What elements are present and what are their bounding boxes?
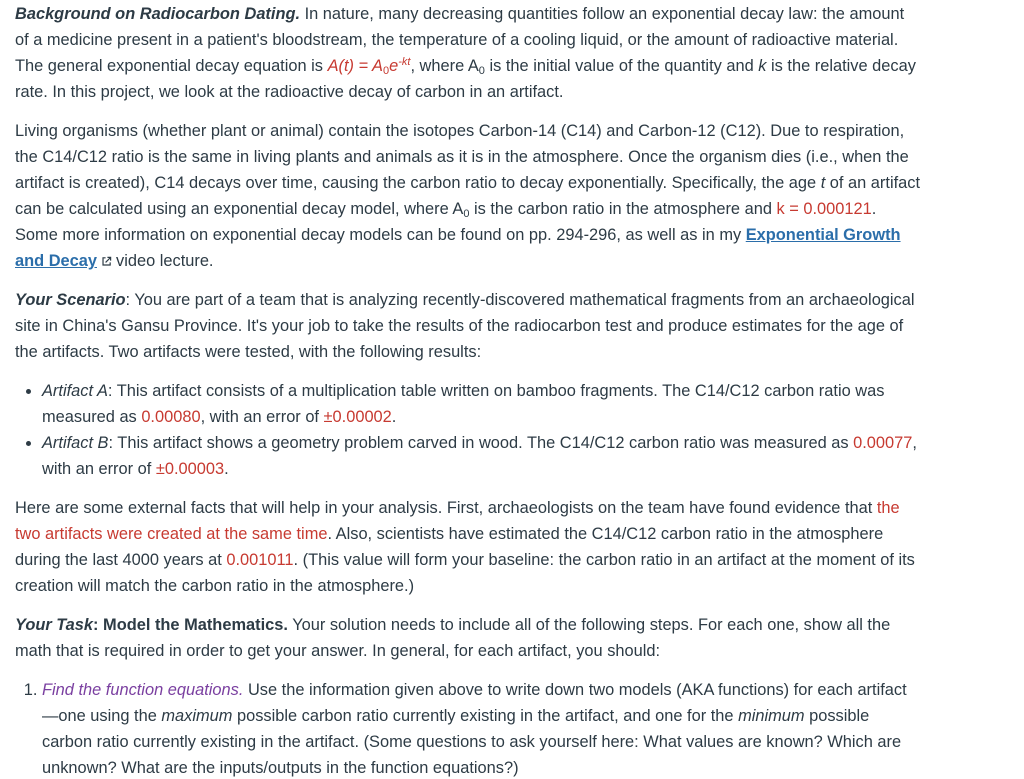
- external-link-icon[interactable]: [101, 256, 112, 267]
- artifact-item-b: • Artifact B: This artifact shows a geometry problem carved in wood. The C14/C12 carbon ratio was measured as 0.00077, with an error of ±0.00003.: [42, 430, 920, 482]
- artifact-b-error: ±0.00003: [155, 460, 225, 478]
- artifact-list: [15, 378, 920, 482]
- living-organisms-paragraph: Living organisms (whether plant or animal) contain the isotopes Carbon-14 (C14) and Carbon-12 (C12). Due to respiration, the C14/C12 ratio is the same in living plants and animals as it is in the atmosphere. Once the organism dies (i.e., when the artifact is created), C14 decays over time, causing the carbon ratio to decay exponentially. Specifically, the age t of an artifact can be calculated using an exponential decay model, where $A_0$ is the carbon ratio in the atmosphere and k = 0.000121. Some more information on exponential decay models can be found on pp. 294-296, as well as in my Exponential Growth and Decay video lecture.: [15, 122, 921, 270]
- assignment-content: [15, 1, 920, 779]
- atmosphere-ratio-value: 0.001011: [226, 551, 294, 569]
- exponential-growth-decay-link[interactable]: Exponential Growth and Decay: [15, 226, 901, 270]
- artifact-b-ratio: 0.00077: [853, 434, 913, 452]
- task-paragraph: Your Task: Model the Mathematics. Your solution needs to include all of the following steps. For each one, show all the math that is required in order to get your answer. In general, for each artifact, you should:: [15, 616, 891, 660]
- artifact-a-ratio: 0.00080: [141, 408, 201, 426]
- decay-equation: $A(t) = A_0e^{-kt}$: [327, 56, 411, 77]
- background-heading: Background on Radiocarbon Dating.: [15, 5, 301, 23]
- steps-list: [15, 677, 920, 779]
- task-subheading: : Model the Mathematics.: [93, 616, 288, 634]
- artifact-item-a: • Artifact A: This artifact consists of a multiplication table written on bamboo fragments. The C14/C12 carbon ratio was measured as 0.00080, with an error of ±0.00002.: [42, 378, 920, 430]
- artifact-a-error: ±0.00002: [323, 408, 392, 426]
- scenario-paragraph: Your Scenario: You are part of a team that is analyzing recently-discovered mathematical fragments from an archaeological site in China's Gansu Province. It's your job to take the results of the radiocarbon test and produce estimates for the age of the artifacts. Two artifacts were tested, with the following results:: [15, 291, 915, 361]
- step-lead: Find the function equations.: [42, 681, 244, 699]
- step-item: 1. Find the function equations. Use the information given above to write down two models (AKA functions) for each artifact—one using the maximum possible carbon ratio currently existing in the artifact, and one for the minimum possible carbon ratio currently existing in the artifact. (Some questions to ask yourself here: What values are known? Which are unknown? What are the inputs/outputs in the function equations?): [42, 677, 920, 779]
- facts-paragraph: Here are some external facts that will help in your analysis. First, archaeologists on the team have found evidence that the two artifacts were created at the same time. Also, scientists have estimated the C14/C12 carbon ratio in the atmosphere during the last 4000 years at 0.001011. (This value will form your baseline: the carbon ratio in an artifact at the moment of its creation will match the carbon ratio in the atmosphere.): [15, 499, 915, 595]
- background-paragraph: Background on Radiocarbon Dating. In nature, many decreasing quantities follow an exponential decay law: the amount of a medicine present in a patient's bloodstream, the temperature of a cooling liquid, or the amount of radioactive material. The general exponential decay equation is $A(t) = A_0e^{-kt}$, where $A_0$ is the initial value of the quantity and k is the relative decay rate. In this project, we look at the radioactive decay of carbon in an artifact.: [15, 5, 916, 101]
- scenario-heading: Your Scenario: [15, 291, 126, 309]
- decay-rate-value: k = 0.000121: [776, 200, 872, 218]
- task-heading: Your Task: [15, 616, 94, 634]
- same-time-highlight: the two artifacts were created at the same time: [15, 499, 900, 543]
